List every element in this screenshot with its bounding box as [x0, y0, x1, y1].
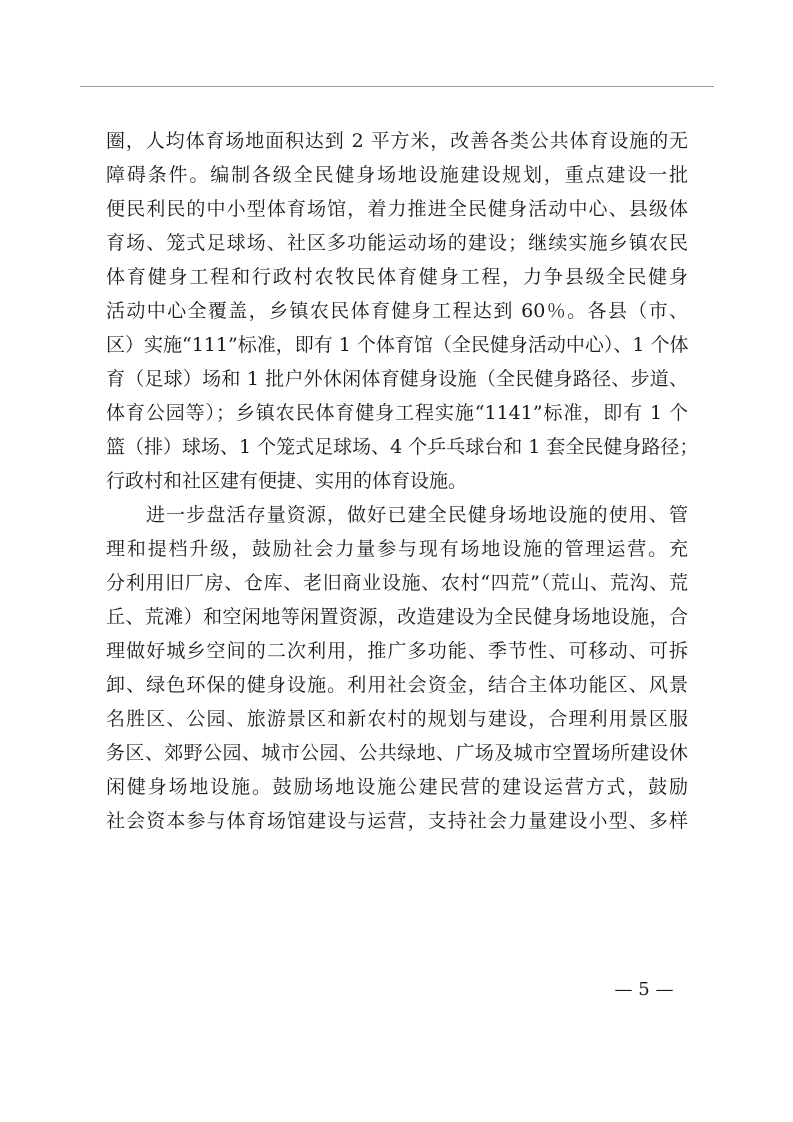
text-line: 理和提档升级，鼓励社会力量参与现有场地设施的管理运营。充 [106, 538, 688, 560]
text-line: 分利用旧厂房、仓库、老旧商业设施、农村“四荒”（荒山、荒沟、荒 [106, 572, 688, 594]
text-line: 务区、郊野公园、城市公园、公共绿地、广场及城市空置场所建设休 [106, 742, 688, 764]
text-line: 篮（排）球场、1 个笼式足球场、4 个乒乓球台和 1 套全民健身路径； [106, 436, 699, 458]
text-line: 社会资本参与体育场馆建设与运营，支持社会力量建设小型、多样 [106, 810, 688, 832]
text-line: 体育公园等）；乡镇农民体育健身工程实施“1141”标准，即有 1 个 [106, 402, 688, 424]
text-line: 区）实施“111”标准，即有 1 个体育馆（全民健身活动中心）、1 个体 [106, 334, 689, 356]
text-line: 便民利民的中小型体育场馆，着力推进全民健身活动中心、县级体 [106, 198, 688, 220]
text-line: 卸、绿色环保的健身设施。利用社会资金，结合主体功能区、风景 [106, 674, 688, 696]
text-line: 行政村和社区建有便捷、实用的体育设施。 [106, 470, 468, 492]
header-rule [80, 86, 714, 87]
text-line: 障碍条件。编制各级全民健身场地设施建设规划，重点建设一批 [106, 164, 688, 186]
text-line: 丘、荒滩）和空闲地等闲置资源，改造建设为全民健身场地设施，合 [106, 606, 688, 628]
page-number: — 5 — [614, 979, 674, 1000]
text-line: 圈，人均体育场地面积达到 2 平方米，改善各类公共体育设施的无 [106, 130, 688, 152]
text-line: 育（足球）场和 1 批户外休闲体育健身设施（全民健身路径、步道、 [106, 368, 688, 390]
text-line: 活动中心全覆盖，乡镇农民体育健身工程达到 60％。各县（市、 [106, 300, 688, 322]
text-line: 闲健身场地设施。鼓励场地设施公建民营的建设运营方式，鼓励 [106, 776, 688, 798]
paragraph-1 [106, 124, 699, 498]
text-line: 进一步盘活存量资源，做好已建全民健身场地设施的使用、管 [146, 504, 688, 526]
text-line: 育场、笼式足球场、社区多功能运动场的建设；继续实施乡镇农民 [106, 232, 688, 254]
text-line: 名胜区、公园、旅游景区和新农村的规划与建设，合理利用景区服 [106, 708, 688, 730]
text-line: 体育健身工程和行政村农牧民体育健身工程，力争县级全民健身 [106, 266, 688, 288]
paragraph-2 [106, 498, 688, 838]
document-body [106, 124, 699, 838]
text-line: 理做好城乡空间的二次利用，推广多功能、季节性、可移动、可拆 [106, 640, 688, 662]
